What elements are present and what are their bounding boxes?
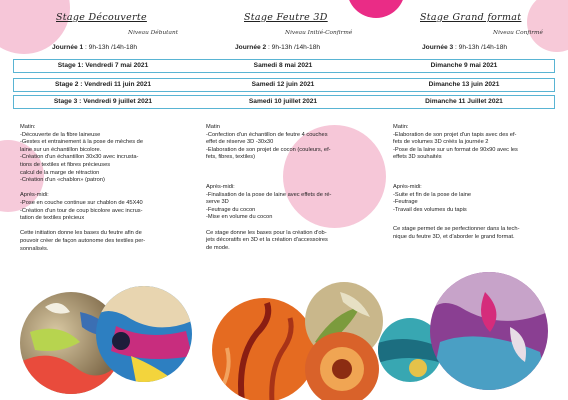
- schedule-cell: Dimanche 13 juin 2021: [428, 81, 500, 88]
- afternoon-block: Après-midi: -Suite et fin de la pose de laine -Feutrage -Travail des volumes du tapis: [393, 183, 472, 213]
- schedule-cell: Stage 2 : Vendredi 11 juin 2021: [54, 81, 152, 88]
- felt-photo-circle: [430, 272, 548, 390]
- program-column-1: [20, 124, 198, 261]
- stage-title-grand-format: Stage Grand format: [420, 12, 522, 23]
- schedule-cell: Samedi 10 juillet 2021: [248, 98, 318, 105]
- journee-1: Journée 1 : 9h-13h /14h-18h: [52, 44, 138, 51]
- felt-photo-circle: [305, 332, 379, 400]
- stage-title-feutre-3d: Stage Feutre 3D: [244, 12, 328, 23]
- schedule-cell: Stage 1: Vendredi 7 mai 2021: [57, 62, 149, 69]
- journee-2: Journée 2 : 9h-13h /14h-18h: [235, 44, 321, 51]
- morning-block: Matin: -Découverte de la fibre laineuse -Gestes et entrainement à la pose de mèches de laine sur un échantillon bicolore. -Création d'un échantillon 30x30 avec incrusta- tions de textiles et fibres précieuses calcul de la marge de rétraction -Création d'un «chablon» (patron): [20, 124, 143, 184]
- level-label: Niveau Débutant: [128, 30, 179, 36]
- schedule-cell: Stage 3 : Vendredi 9 juillet 2021: [53, 98, 153, 105]
- summary-block: Cette initiation donne les bases du feutre afin de pouvoir créer de façon autonome des textiles per- sonnalisés.: [20, 230, 146, 252]
- program-column-2: [206, 124, 384, 260]
- summary-block: Ce stage permet de se perfectionner dans la tech- nique du feutre 3D, et d'aborder le grand format.: [393, 226, 520, 240]
- level-label: Niveau Confirmé: [493, 30, 543, 36]
- summary-block: Ce stage donne les bases pour la création d'ob- jets décoratifs en 3D et la création d'accessoires de mode.: [206, 229, 328, 251]
- morning-block: Matin -Confection d'un échantillon de feutre 4 couches effet de réserve 3D -30x30 -Elaboration de son projet de cocon (couleurs, ef- fets, fibres, textiles): [206, 124, 331, 161]
- afternoon-block: Après-midi: -Pose en couche continue sur chablon de 45X40 -Création d'un tour de coup bicolore avec incrus- tation de textiles précieux: [20, 192, 143, 222]
- schedule-cell: Samedi 8 mai 2021: [253, 62, 313, 69]
- schedule-row: [13, 95, 555, 109]
- schedule-row: [13, 78, 555, 92]
- journee-3: Journée 3 : 9h-13h /14h-18h: [422, 44, 508, 51]
- schedule-row: [13, 59, 555, 73]
- schedule-cell: Samedi 12 juin 2021: [251, 81, 315, 88]
- morning-block: Matin: -Elaboration de son projet d'un tapis avec des ef- fets de volumes 3D créés la journée 2 -Pose de la laine sur un format de 90x90 avec les effets 3D souhaités: [393, 124, 518, 161]
- stage-title-decouverte: Stage Découverte: [56, 12, 147, 23]
- level-label: Niveau Initié-Confirmé: [285, 30, 353, 36]
- felt-photo-circle: [212, 298, 316, 400]
- schedule-cell: Dimanche 9 mai 2021: [430, 62, 498, 69]
- felt-photo-circle: [96, 286, 192, 382]
- schedule-cell: Dimanche 11 Juillet 2021: [425, 98, 503, 105]
- afternoon-block: Après-midi: -Finalisation de la pose de laine avec effets de ré- serve 3D -Feutrage du cocon -Mise en volume du cocon: [206, 183, 332, 221]
- program-column-3: [393, 124, 563, 249]
